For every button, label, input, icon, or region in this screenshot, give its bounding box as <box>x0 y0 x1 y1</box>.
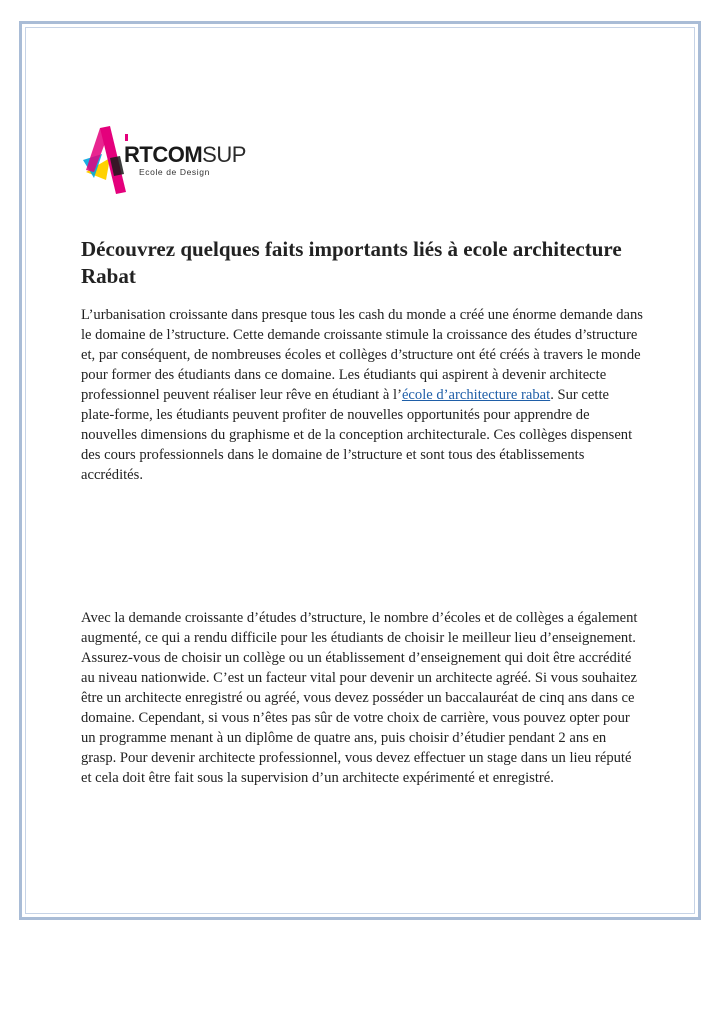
article-title: Découvrez quelques faits importants liés à ecole architecture Rabat <box>81 237 622 288</box>
ecole-architecture-rabat-link[interactable]: école d’architecture rabat <box>401 387 551 403</box>
logo-wordmark-bold: RTCOM <box>124 142 203 167</box>
article-paragraph-1 <box>81 305 643 485</box>
article-paragraph-2: Avec la demande croissante d’études d’structure, le nombre d’écoles et de collèges a également augmenté, ce qui a rendu difficile pour les étudiants de choisir le meilleur lieu d’enseignement. Assurez-vous de choisir un collège ou un établissement d’enseignement qui doit être accrédité au niveau nationwide. C’est un facteur vital pour devenir un architecte agréé. Si vous souhaitez être un architecte enregistré ou agréé, vous devez posséder un baccalauréat de cinq ans dans ce domaine. Cependant, si vous n’êtes pas sûr de votre choix de carrière, vous pouvez opter pour un programme menant à un diplôme de quatre ans, puis choisir d’étudier pendant 2 ans en grasp. Pour devenir architecte professionnel, vous devez effectuer un stage dans un lieu réputé et cela doit être fait sous la supervision d’un architecte expérimenté et enregistré. <box>81 610 638 786</box>
logo-wordmark-light: SUP <box>202 142 246 167</box>
paragraph-1-text-before-link: L’urbanisation croissante dans presque tous les cash du monde a créé une énorme demande dans le domaine de l’structure. Cette demande croissante stimule la croissance des études d’structure et, par conséquent, de nombreuses écoles et collèges d’structure ont été créés à travers le monde pour former des étudiants dans ce domaine. Les étudiants qui aspirent à devenir architecte professionnel peuvent réaliser leur rêve en étudiant à l’ <box>81 307 643 403</box>
logo-apostrophe <box>125 134 128 141</box>
artcomsup-logo <box>80 120 246 200</box>
logo-wordmark <box>124 142 246 168</box>
logo-tagline: Ecole de Design <box>139 167 210 177</box>
paragraph-1-text-after-link: . Sur cette plate-forme, les étudiants peuvent profiter de nouvelles opportunités pour apprendre de nouvelles dimensions du graphisme et de la conception architecturale. Ces collèges dispensent des cours professionnels dans le domaine de l’structure et sont tous des établissements accrédités. <box>81 387 633 483</box>
